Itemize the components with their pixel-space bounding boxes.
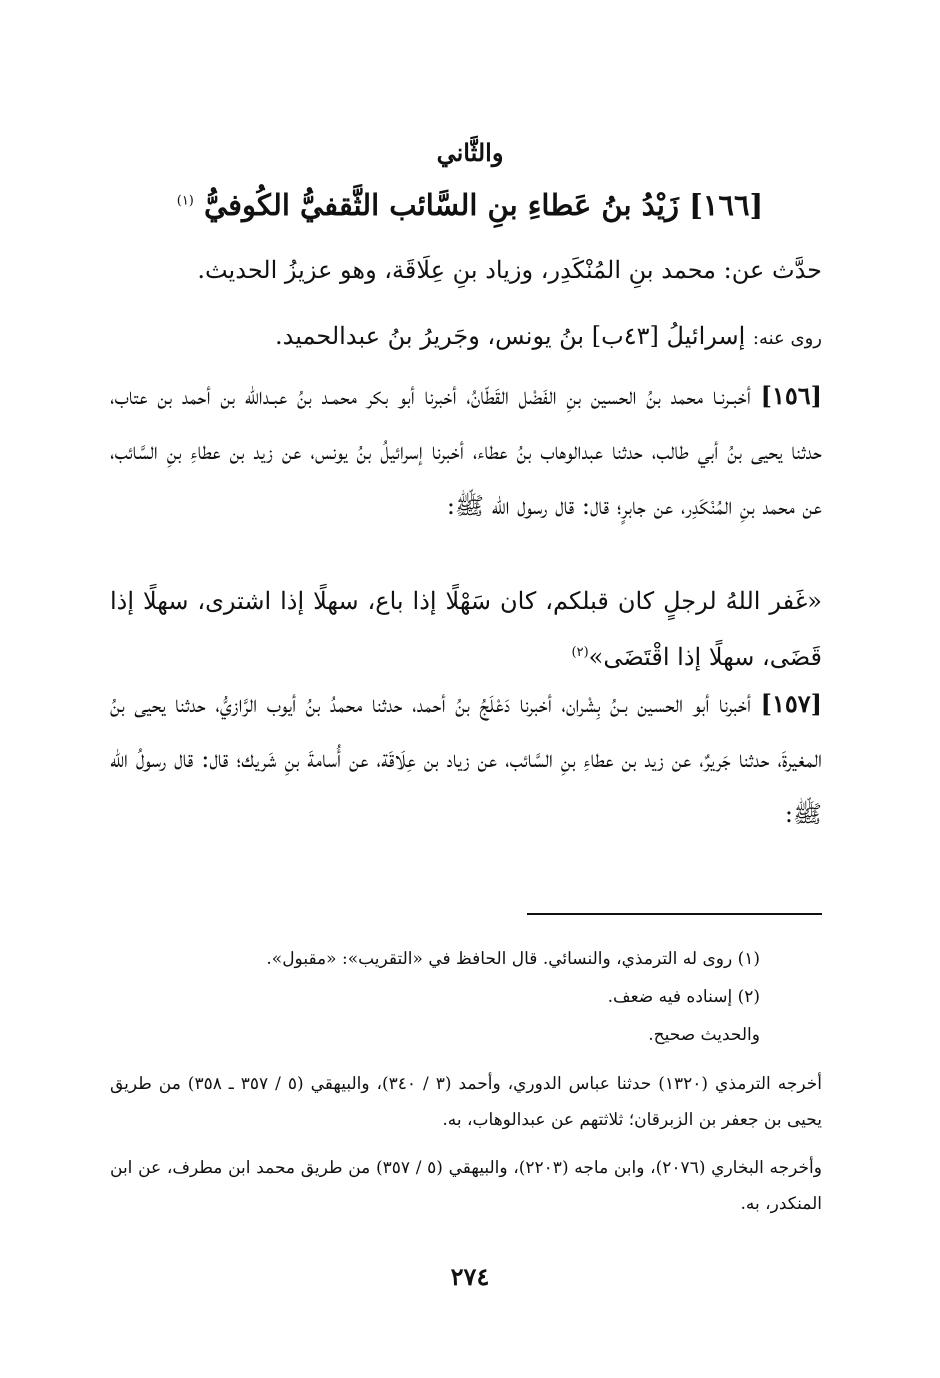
takhrij-2: وأخرجه البخاري (٢٠٧٦)، وابن ماجه (٢٢٠٣)، والبيهقي (٥ / ٣٥٧) من طريق محمد ابن مطرف، عن ابن المنكدر، به. xyxy=(110,1158,822,1214)
hadith-156-matn xyxy=(110,575,822,683)
takhrij-1: أخرجه الترمذي (١٣٢٠) حدثنا عباس الدوري، وأحمد (٣ / ٣٤٠)، والبيهقي (٥ / ٣٥٧ ـ ٣٥٨) من طريق يحيى بن جعفر بن الزبرقان؛ ثلاثتهم عن عبدالوهاب، به. xyxy=(110,1074,822,1130)
footnote-divider xyxy=(527,913,822,915)
footnote-ref-1: (١) xyxy=(176,193,194,209)
hadith-156-isnad xyxy=(110,368,822,534)
page-number: ٢٧٤ xyxy=(450,1262,490,1291)
footnotes xyxy=(120,940,760,1054)
hadith-156-isnad-text: أخبـرنـا محمد بنُ الحسين بنِ الفَضْل القَطّانُ، أخبرنا أبو بكر محمـد بنُ عبـدالله بن أحمد بن عتاب، حدثنا يحيى بنُ أبي طالب، حدثنا عبدالوهاب بنُ عطاء، أخبرنا إسرائيلُ بنُ يونس، عن زيد بن عطاءِ بنِ السَّائب، عن محمد بنِ المُنْكَدِر، عن جابرٍ؛ قال: قال رسول الله ﷺ: xyxy=(110,382,822,520)
narrators-label: روى عنه: xyxy=(752,328,822,349)
footnote-2-note: والحديث صحيح. xyxy=(648,1025,760,1045)
footnote-1: (١) روى له الترمذي، والنسائي. قال الحافظ في «التقريب»: «مقبول». xyxy=(266,949,760,969)
narrated-from-line: حدَّث عن: محمد بنِ المُنْكَدِر، وزياد بنِ عِلَاقَة، وهو عزيزُ الحديث. xyxy=(197,256,822,284)
entry-name: زَيْدُ بنُ عَطاءِ بنِ السَّائب الثَّقفيُّ الكُوفيُّ xyxy=(203,188,679,222)
hadith-156-matn-text: «غَفر اللهُ لرجلٍ كان قبلكم، كان سَهْلًا إذا باع، سهلًا إذا اشترى، سهلًا إذا قَضَى، سهلًا إذا اقْتَضَى» xyxy=(110,587,822,671)
section-label: والثَّاني xyxy=(436,138,504,167)
entry-title xyxy=(150,188,790,222)
hadith-157-isnad xyxy=(110,676,822,842)
footnote-2: (٢) إسناده فيه ضعف. xyxy=(607,987,760,1007)
entry-number: [١٦٦] xyxy=(689,188,764,222)
narrators-text: إسرائيلُ [٤٣ب] بنُ يونس، وجَريرُ بنُ عبدالحميد. xyxy=(275,322,746,350)
hadith-156-number: [١٥٦] xyxy=(760,381,822,410)
footnote-ref-2: (٢) xyxy=(571,645,589,660)
hadith-157-number: [١٥٧] xyxy=(760,689,822,718)
hadith-157-isnad-text: أخبرنا أبو الحسين بـنُ بِشْران، أخبرنا دَعْلَجُ بنُ أحمد، حدثنا محمدُ بنُ أيوب الرَّازيُّ، حدثنا يحيى بنُ المغيرةَ، حدثنا جَريرٌ، عن زيد بن عطاءِ بنِ السَّائب، عن زياد بن عِلَاقَة، عن أُسامةَ بنِ شَريك؛ قال: قال رسولُ الله ﷺ: xyxy=(110,690,822,828)
narrators-line xyxy=(102,316,822,359)
